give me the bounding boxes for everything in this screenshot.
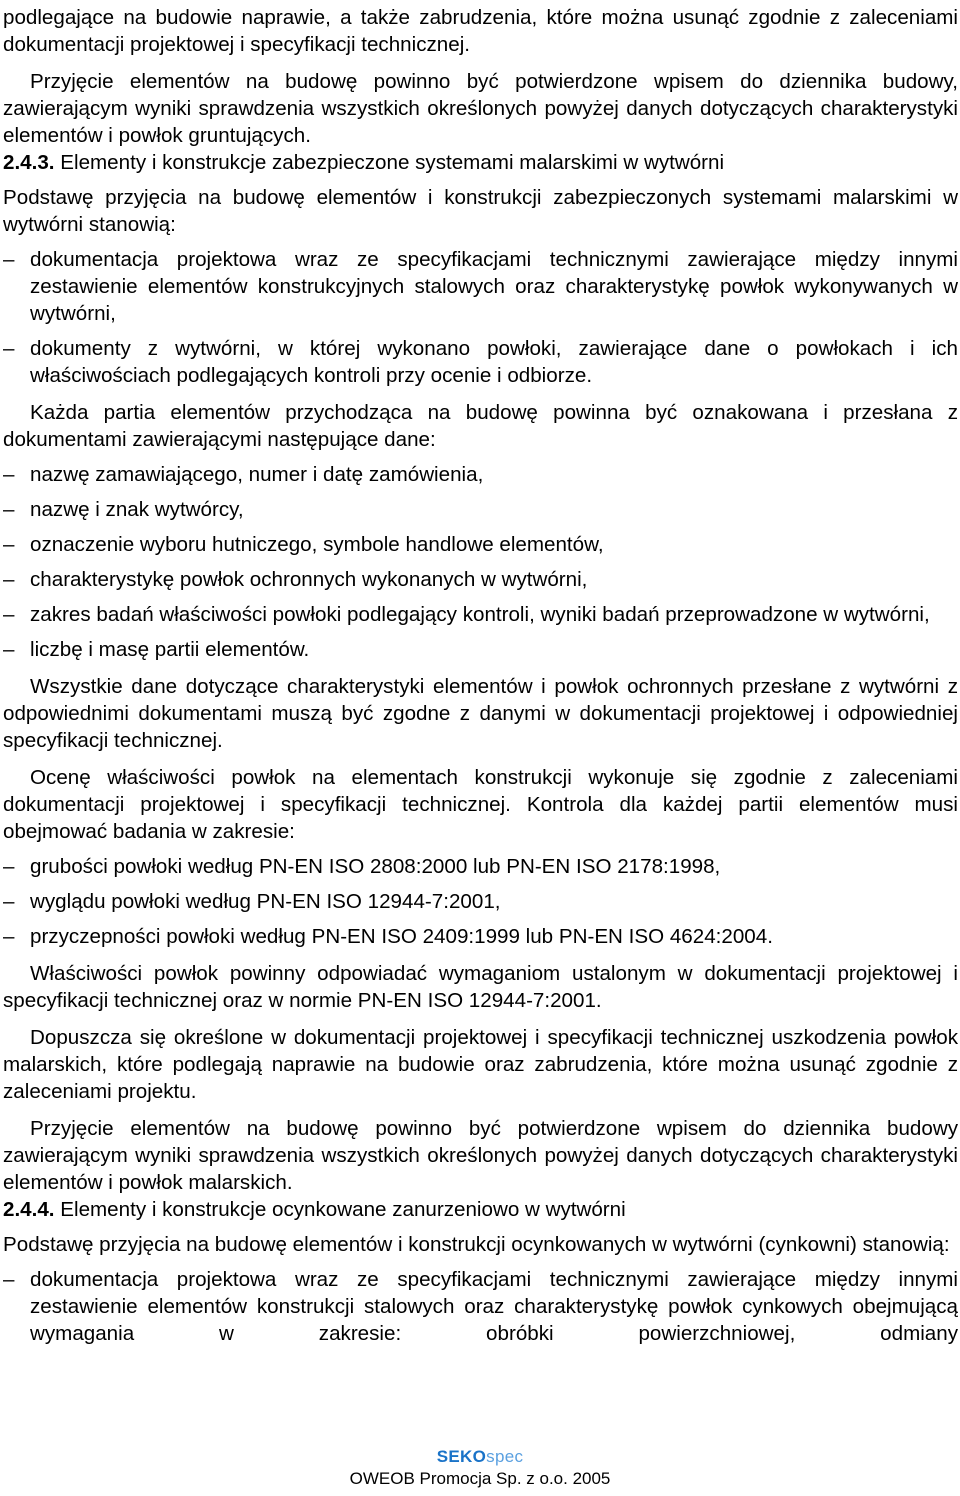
list-item — [3, 888, 958, 915]
list-item-text: zakres badań właściwości powłoki podlegający kontroli, wyniki badań przeprowadzone w wytwórni, — [30, 603, 930, 626]
list-item-text: nazwę i znak wytwórcy, — [30, 498, 244, 521]
section-number: 2.4.3. — [3, 151, 55, 174]
dash-bullet: – — [3, 1268, 15, 1291]
footer-text: OWEOB Promocja Sp. z o.o. 2005 — [349, 1469, 611, 1488]
list-item — [3, 1266, 958, 1347]
list-item — [3, 566, 958, 593]
paragraph: Podstawę przyjęcia na budowę elementów i konstrukcji ocynkowanych w wytwórni (cynkowni) stanowią: — [3, 1233, 950, 1256]
paragraph: Właściwości powłok powinny odpowiadać wymaganiom ustalonym w dokumentacji projektowej i specyfikacji technicznej oraz w normie PN-EN ISO 12944-7:2001. — [3, 962, 958, 1012]
dash-bullet: – — [3, 855, 15, 878]
list-item-text: grubości powłoki według PN-EN ISO 2808:2000 lub PN-EN ISO 2178:1998, — [30, 855, 721, 878]
paragraph: Ocenę właściwości powłok na elementach konstrukcji wykonuje się zgodnie z zaleceniami dokumentacji projektowej i specyfikacji technicznej. Kontrola dla każdej partii elementów musi obejmować badania w zakresie: — [3, 766, 958, 843]
list-item-text: charakterystykę powłok ochronnych wykonanych w wytwórni, — [30, 568, 588, 591]
list-item-text: dokumenty z wytwórni, w której wykonano powłoki, zawierające dane o powłokach i ich właściwościach podlegających kontroli przy ocenie i odbiorze. — [30, 337, 958, 387]
list-item-text: dokumentacja projektowa wraz ze specyfikacjami technicznymi zawierające między innymi zestawienie elementów konstrukcji stalowych oraz charakterystykę powłok cynkowych obejmującą wymagania w zakresie: obróbki powierzchniowej, odmiany — [30, 1268, 958, 1345]
list-item — [3, 531, 958, 558]
logo-part: SEKO — [436, 1447, 487, 1466]
dash-bullet: – — [3, 463, 15, 486]
list-item — [3, 335, 958, 389]
dash-bullet: – — [3, 337, 15, 360]
list-item — [3, 496, 958, 523]
paragraph: Każda partia elementów przychodząca na budowę powinna być oznakowana i przesłana z dokumentami zawierającymi następujące dane: — [3, 401, 958, 451]
dash-bullet: – — [3, 925, 15, 948]
page-footer — [0, 1446, 960, 1490]
paragraph: Przyjęcie elementów na budowę powinno być potwierdzone wpisem do dziennika budowy, zawierającym wyniki sprawdzenia wszystkich określonych powyżej danych dotyczących charakterystyki elementów i powłok gruntujących. — [3, 70, 958, 147]
list-item — [3, 246, 958, 327]
dash-bullet: – — [3, 890, 15, 913]
paragraph: Podstawę przyjęcia na budowę elementów i konstrukcji zabezpieczonych systemami malarskimi w wytwórni stanowią: — [3, 186, 958, 236]
section-title: Elementy i konstrukcje ocynkowane zanurzeniowo w wytwórni — [60, 1198, 626, 1221]
list-item — [3, 923, 958, 950]
dash-bullet: – — [3, 248, 15, 271]
list-item-text: oznaczenie wyboru hutniczego, symbole handlowe elementów, — [30, 533, 604, 556]
publisher-logo — [0, 1446, 960, 1468]
paragraph: podlegające na budowie naprawie, a także zabrudzenia, które można usunąć zgodnie z zaleceniami dokumentacji projektowej i specyfikacji technicznej. — [3, 6, 958, 56]
list-item — [3, 853, 958, 880]
dash-bullet: – — [3, 638, 15, 661]
dash-bullet: – — [3, 533, 15, 556]
dash-bullet: – — [3, 603, 15, 626]
list-item — [3, 601, 958, 628]
paragraph: Wszystkie dane dotyczące charakterystyki elementów i powłok ochronnych przesłane z wytwórni z odpowiednimi dokumentami muszą być zgodne z danymi w dokumentacji projektowej i odpowiedniej specyfikacji technicznej. — [3, 675, 958, 752]
list-item-text: wyglądu powłoki według PN-EN ISO 12944-7:2001, — [30, 890, 501, 913]
section-heading-2-4-3 — [3, 149, 958, 176]
list-item-text: przyczepności powłoki według PN-EN ISO 2409:1999 lub PN-EN ISO 4624:2004. — [30, 925, 773, 948]
document-page — [3, 4, 958, 1347]
dash-bullet: – — [3, 498, 15, 521]
paragraph: Przyjęcie elementów na budowę powinno być potwierdzone wpisem do dziennika budowy zawierającym wyniki sprawdzenia wszystkich określonych powyżej danych dotyczących charakterystyki elementów i powłok malarskich. — [3, 1117, 958, 1194]
list-item — [3, 461, 958, 488]
list-item-text: nazwę zamawiającego, numer i datę zamówienia, — [30, 463, 484, 486]
dash-bullet: – — [3, 568, 15, 591]
logo-part: spec — [486, 1447, 524, 1466]
section-heading-2-4-4 — [3, 1196, 958, 1223]
paragraph: Dopuszcza się określone w dokumentacji projektowej i specyfikacji technicznej uszkodzenia powłok malarskich, które podlegają naprawie na budowie oraz zabrudzenia, które można usunąć zgodnie z zaleceniami projektu. — [3, 1026, 958, 1103]
list-item-text: dokumentacja projektowa wraz ze specyfikacjami technicznymi zawierające między innymi zestawienie elementów konstrukcyjnych stalowych oraz charakterystykę powłok wykonywanych w wytwórni, — [30, 248, 958, 325]
list-item — [3, 636, 958, 663]
section-title: Elementy i konstrukcje zabezpieczone systemami malarskimi w wytwórni — [60, 151, 725, 174]
list-item-text: liczbę i masę partii elementów. — [30, 638, 310, 661]
section-number: 2.4.4. — [3, 1198, 55, 1221]
